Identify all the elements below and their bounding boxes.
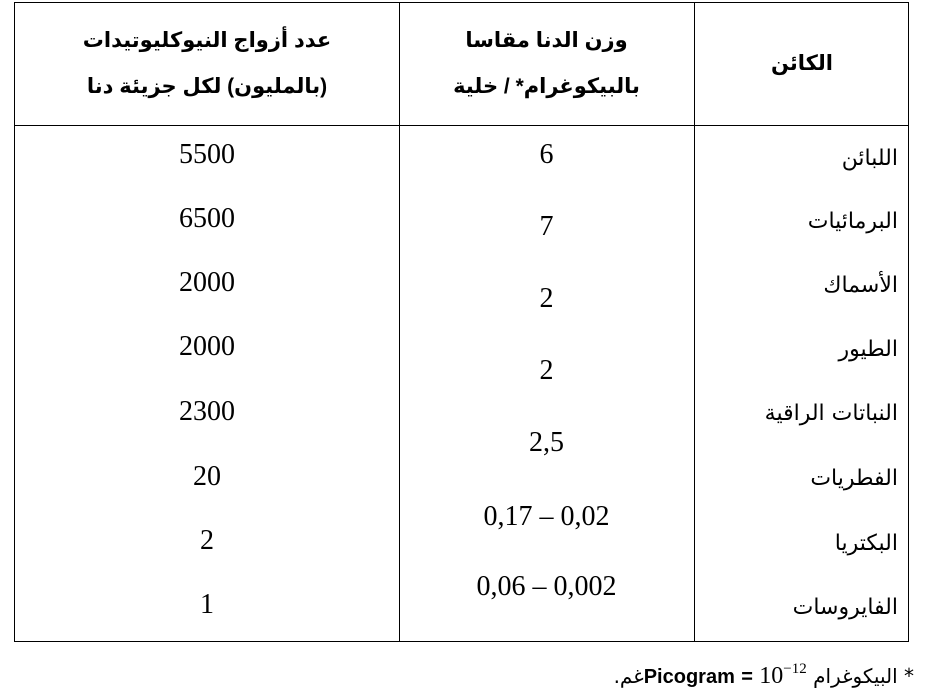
footnote-base: 10: [759, 663, 784, 689]
dna-weight-cell: 2: [539, 283, 554, 314]
footnote-unit: غم.: [613, 664, 644, 688]
header-organism-label: الكائن: [771, 52, 833, 75]
footnote-star: *: [904, 664, 914, 688]
nucleotide-pairs-cell: 2: [200, 525, 214, 556]
organism-cell: النباتات الراقية: [764, 401, 898, 426]
organism-cell: الفطريات: [810, 466, 898, 491]
nucleotide-pairs-cell: 2000: [179, 267, 235, 298]
footnote-latin-term: Picogram: [643, 666, 735, 688]
header-nucleotide-pairs: [15, 3, 399, 125]
organism-cell: البكتريا: [834, 531, 898, 556]
organism-cell: الأسماك: [823, 273, 898, 298]
nucleotide-pairs-cell: 2000: [179, 331, 235, 362]
header-divider: [15, 125, 908, 126]
dna-weight-cell: 2: [539, 355, 554, 386]
nucleotide-pairs-cell: 20: [193, 461, 221, 492]
dna-weight-cell: 7: [539, 211, 554, 242]
nucleotide-pairs-cell: 5500: [179, 139, 235, 170]
picogram-footnote: [614, 652, 914, 694]
organism-cell: الفايروسات: [792, 595, 898, 620]
footnote-equals: =: [741, 666, 753, 688]
header-nucleotide-pairs-line2: (بالمليون) لكل جزيئة دنا: [86, 75, 328, 98]
header-nucleotide-pairs-line1: عدد أزواج النيوكليوتيدات: [82, 29, 332, 52]
nucleotide-pairs-cell: 6500: [179, 203, 235, 234]
dna-weight-cell: 0,17 – 0,02: [483, 501, 610, 532]
footnote-power: [759, 663, 806, 689]
header-dna-weight: [399, 3, 694, 125]
dna-weight-cell: 0,06 – 0,002: [476, 571, 617, 602]
dna-weight-cell: 2,5: [529, 427, 564, 458]
organism-cell: اللبائن: [841, 146, 898, 171]
nucleotide-pairs-cell: 2300: [179, 396, 235, 427]
dna-weight-cell: 6: [539, 139, 554, 170]
nucleotide-pairs-cell: 1: [200, 589, 214, 620]
nucleotide-table: [14, 2, 909, 642]
footnote-exponent: −12: [783, 661, 807, 677]
organism-cell: البرمائيات: [807, 209, 898, 234]
header-dna-weight-line2: بالبيكوغرام* / خلية: [453, 75, 640, 98]
header-organism: [694, 3, 910, 125]
organism-cell: الطيور: [838, 337, 898, 362]
footnote-arabic-term: البيكوغرام: [813, 664, 898, 688]
header-dna-weight-line1: وزن الدنا مقاسا: [465, 29, 628, 52]
